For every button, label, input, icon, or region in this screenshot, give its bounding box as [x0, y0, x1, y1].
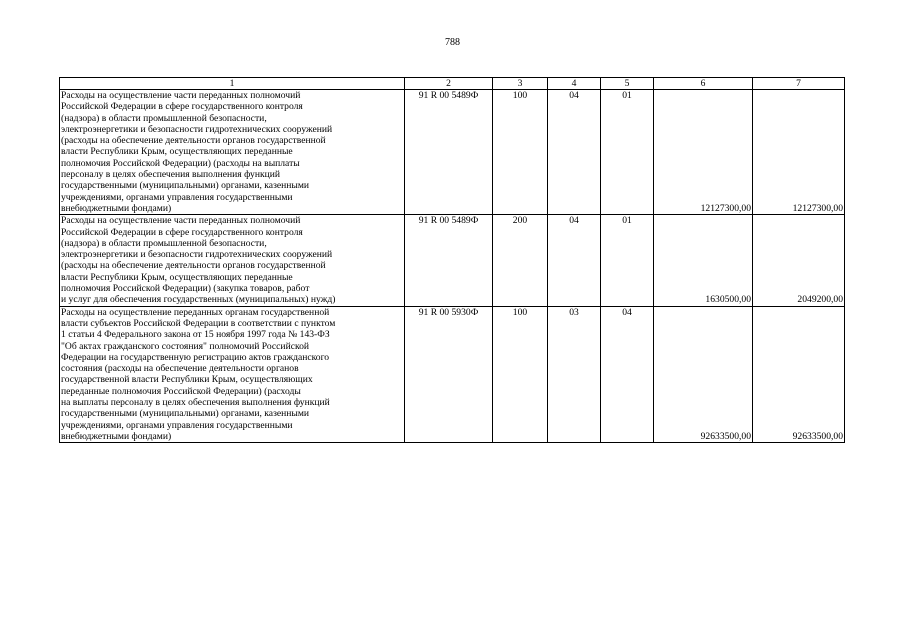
row-amount-col7: 2049200,00 — [753, 215, 845, 306]
row-amount-col6: 92633500,00 — [654, 306, 753, 443]
row-subsection: 01 — [601, 90, 654, 215]
column-header: 2 — [405, 78, 493, 90]
row-subsection: 01 — [601, 215, 654, 306]
row-description: Расходы на осуществление части переданных полномочий Российской Федерации в сфере государственного контроля (надзора) в области промышленной безопасности, электроэнергетики и безопасности гидротехнических сооружений (расходы на обеспечение деятельности органов государственной власти Республики Крым, осуществляющих переданные полномочия Российской Федерации) (закупка товаров, работ и услуг для обеспечения государственных (муниципальных) нужд) — [60, 215, 405, 306]
row-section: 03 — [548, 306, 601, 443]
column-header: 5 — [601, 78, 654, 90]
row-amount-col7: 12127300,00 — [753, 90, 845, 215]
column-header: 1 — [60, 78, 405, 90]
page-number: 788 — [445, 37, 460, 48]
column-header: 4 — [548, 78, 601, 90]
row-expense-type: 100 — [493, 90, 548, 215]
row-subsection: 04 — [601, 306, 654, 443]
row-expense-type: 100 — [493, 306, 548, 443]
table-row — [60, 90, 845, 215]
row-target-article: 91 R 00 5489Ф — [405, 90, 493, 215]
table-row — [60, 306, 845, 443]
row-description: Расходы на осуществление части переданных полномочий Российской Федерации в сфере государственного контроля (надзора) в области промышленной безопасности, электроэнергетики и безопасности гидротехнических сооружений (расходы на обеспечение деятельности органов государственной власти Республики Крым, осуществляющих переданные полномочия Российской Федерации) (расходы на выплаты персоналу в целях обеспечения выполнения функций государственными (муниципальными) органами, казенными учреждениями, органами управления государственными внебюджетными фондами) — [60, 90, 405, 215]
table-row — [60, 215, 845, 306]
row-target-article: 91 R 00 5930Ф — [405, 306, 493, 443]
row-description: Расходы на осуществление переданных органам государственной власти субъектов Российской Федерации в соответствии с пунктом 1 статьи 4 Федерального закона от 15 ноября 1997 года № 143-ФЗ "Об актах гражданского состояния" полномочий Российской Федерации на государственную регистрацию актов гражданского состояния (расходы на обеспечение деятельности органов государственной власти Республики Крым, осуществляющих переданные полномочия Российской Федерации) (расходы на выплаты персоналу в целях обеспечения выполнения функций государственными (муниципальными) органами, казенными учреждениями, органами управления государственными внебюджетными фондами) — [60, 306, 405, 443]
column-header: 7 — [753, 78, 845, 90]
table-header-row — [60, 78, 845, 90]
column-header: 6 — [654, 78, 753, 90]
row-section: 04 — [548, 90, 601, 215]
row-target-article: 91 R 00 5489Ф — [405, 215, 493, 306]
row-amount-col6: 1630500,00 — [654, 215, 753, 306]
budget-table — [59, 77, 845, 443]
row-amount-col7: 92633500,00 — [753, 306, 845, 443]
row-expense-type: 200 — [493, 215, 548, 306]
column-header: 3 — [493, 78, 548, 90]
row-amount-col6: 12127300,00 — [654, 90, 753, 215]
row-section: 04 — [548, 215, 601, 306]
